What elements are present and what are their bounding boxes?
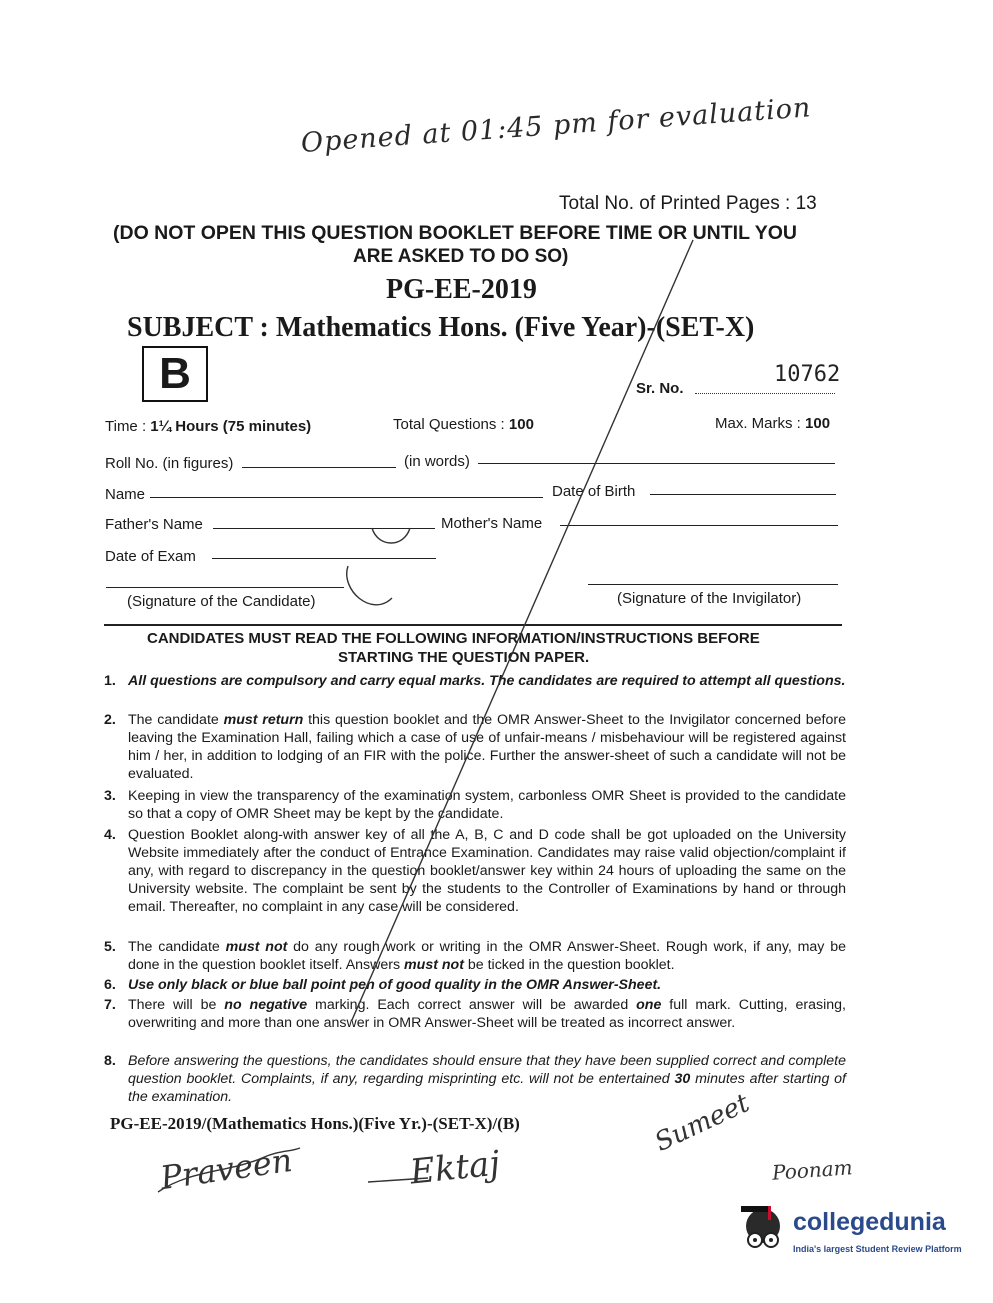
max-marks-value: 100 xyxy=(805,415,831,432)
invigilator-signature-label: (Signature of the Invigilator) xyxy=(617,590,802,607)
name-label: Name xyxy=(105,486,146,503)
set-letter-box xyxy=(142,346,208,402)
serial-number-value: 10762 xyxy=(774,362,841,387)
instruction-3-text: Keeping in view the transparency of the examination system, carbonless OMR Sheet is provided to the candidate so that a copy of OMR Sheet may be kept by the candidate. xyxy=(128,788,846,822)
instruction-item-4: 4. Question Booklet along-with answer key of all the A, B, C and D code shall be got uploaded on the University Website immediately after the conduct of Entrance Examination. Candidates may raise valid objection/complaint if any, with regard to discrepancy in the question booklet/answer key within 24 hours of uploading the same on the University website. The complaint be sent by the students to the Controller of Examinations by hand or through email. Thereafter, no complaint in any case will be considered. xyxy=(104,827,846,915)
instruction-1-text: All questions are compulsory and carry equal marks. The candidates are required to attempt all questions. xyxy=(128,673,846,689)
scribble-mark xyxy=(347,528,410,605)
instruction-item-1: 1. All questions are compulsory and carry equal marks. The candidates are required to attempt all questions. xyxy=(104,673,846,689)
instruction-item-5: 5. The candidate must not do any rough work or writing in the OMR Answer-Sheet. Rough work, if any, may be done in the question booklet itself. Answers must not be ticked in the question booklet. xyxy=(104,939,846,973)
instruction-item-3: 3. Keeping in view the transparency of the examination system, carbonless OMR Sheet is provided to the candidate so that a copy of OMR Sheet may be kept by the candidate. xyxy=(104,788,846,822)
roll-no-field[interactable] xyxy=(242,467,396,468)
dob-field[interactable] xyxy=(650,494,836,495)
printed-pages-count: Total No. of Printed Pages : 13 xyxy=(559,193,817,214)
roll-no-label: Roll No. (in figures) xyxy=(105,455,234,472)
handwritten-opened-note: Opened at 01:45 pm for evaluation xyxy=(300,92,813,159)
instructions-heading-line-1: CANDIDATES MUST READ THE FOLLOWING INFORMATION/INSTRUCTIONS BEFORE xyxy=(147,630,760,647)
serial-number-dots xyxy=(695,393,835,394)
signature-3: Sumeet xyxy=(650,1088,755,1158)
signature-4: Poonam xyxy=(771,1155,854,1185)
section-divider xyxy=(104,624,842,626)
instruction-item-7: 7. There will be no negative marking. Each correct answer will be awarded one full mark. Cutting, erasing, overwriting and more than one answer in OMR Answer-Sheet will be treated as incorrect answer. xyxy=(104,997,846,1031)
name-field[interactable] xyxy=(150,497,543,498)
exam-code-title: PG-EE-2019 xyxy=(386,274,537,305)
time-info xyxy=(105,418,311,435)
time-value: 1¼ Hours (75 minutes) xyxy=(150,418,312,435)
exam-date-label: Date of Exam xyxy=(105,548,196,565)
instruction-6-text: Use only black or blue ball point pen of good quality in the OMR Answer-Sheet. xyxy=(128,977,662,993)
in-words-field[interactable] xyxy=(478,463,835,464)
father-name-field[interactable] xyxy=(213,528,435,529)
watermark-tagline: India's largest Student Review Platform xyxy=(793,1244,962,1254)
instruction-item-6: 6. Use only black or blue ball point pen of good quality in the OMR Answer-Sheet. xyxy=(104,976,846,994)
max-marks-label: Max. Marks : xyxy=(715,415,806,432)
serial-number-label: Sr. No. xyxy=(636,380,684,397)
total-questions-label: Total Questions : xyxy=(393,416,509,433)
father-name-label: Father's Name xyxy=(105,516,203,533)
instruction-4-text: Question Booklet along-with answer key of all the A, B, C and D code shall be got uploaded on the University Website immediately after the conduct of Entrance Examination. Candidates may raise valid objection/complaint if any, with regard to discrepancy in the question booklet/answer key within 24 hours of uploading the same on the University website. The complaint be sent by the students to the Controller of Examinations by hand or through email. Thereafter, no complaint in any case will be considered. xyxy=(128,827,846,915)
instruction-item-2: 2. The candidate must return this question booklet and the OMR Answer-Sheet to the Invigilator concerned before leaving the Examination Hall, failing which a case of use of unfair-means / misbehaviour will be registered against him / her, in addition to lodging of an FIR with the police. Further the answer-sheet of such a candidate will not be evaluated. xyxy=(104,712,847,782)
mother-name-field[interactable] xyxy=(560,525,838,526)
signature-2: Ektaj xyxy=(408,1143,502,1193)
dob-label: Date of Birth xyxy=(552,483,636,500)
total-questions-value: 100 xyxy=(508,416,534,433)
footer-booklet-code: PG-EE-2019/(Mathematics Hons.)(Five Yr.)-(SET-X)/(B) xyxy=(110,1114,520,1133)
subject-title: SUBJECT : Mathematics Hons. (Five Year)-(SET-X) xyxy=(127,312,755,343)
set-letter: B xyxy=(159,349,191,398)
candidate-signature-label: (Signature of the Candidate) xyxy=(127,593,316,610)
watermark-brand: collegedunia xyxy=(793,1208,946,1236)
max-marks-info xyxy=(715,415,830,432)
collegedunia-watermark xyxy=(735,1200,965,1270)
total-questions-info xyxy=(393,416,534,433)
signature-1: Praveen xyxy=(158,1140,295,1198)
warning-line-1: (DO NOT OPEN THIS QUESTION BOOKLET BEFORE TIME OR UNTIL YOU xyxy=(113,222,797,244)
instructions-heading-line-2: STARTING THE QUESTION PAPER. xyxy=(338,649,590,666)
mother-name-label: Mother's Name xyxy=(441,515,543,532)
time-label: Time : xyxy=(105,418,151,435)
mascot-icon xyxy=(735,1200,795,1262)
warning-line-2: ARE ASKED TO DO SO) xyxy=(353,246,569,267)
in-words-label: (in words) xyxy=(404,453,470,470)
invigilator-signature-line[interactable] xyxy=(588,584,838,585)
candidate-signature-line[interactable] xyxy=(106,587,344,588)
exam-date-field[interactable] xyxy=(212,558,436,559)
instruction-item-8: 8. Before answering the questions, the candidates should ensure that they have been supplied correct and complete question booklet. Complaints, if any, regarding misprinting etc. will not be entertained 30 minutes after starting of the examination. xyxy=(104,1053,846,1105)
